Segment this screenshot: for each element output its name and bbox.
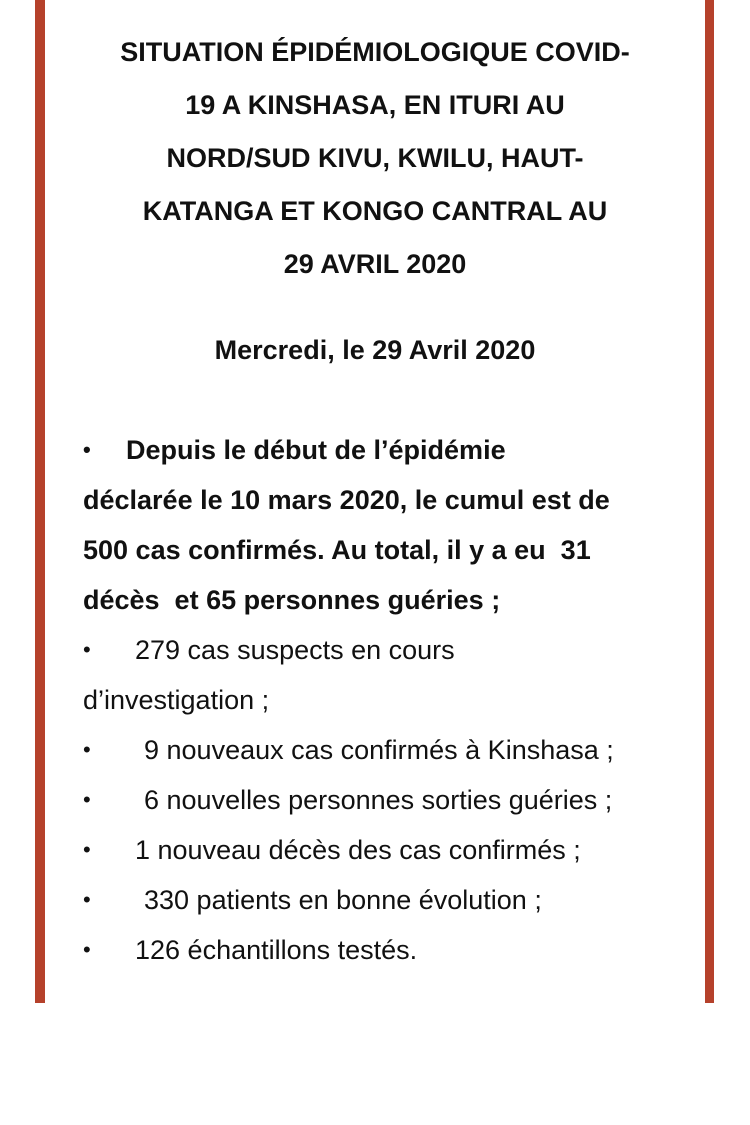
list-item-text: 6 nouvelles personnes sorties guéries ; [144,785,613,815]
right-border-bar [705,0,714,1003]
bullet-icon: • [83,637,91,662]
list-item [83,425,698,475]
title-line: NORD/SUD KIVU, KWILU, HAUT- [166,143,584,173]
bullet-icon: • [83,787,91,812]
report-date: Mercredi, le 29 Avril 2020 [214,335,536,365]
list-item [83,775,698,825]
title-line: KATANGA ET KONGO CANTRAL AU [142,196,608,226]
list-item [83,925,698,975]
title-line: 29 AVRIL 2020 [283,249,467,279]
title-line: SITUATION ÉPIDÉMIOLOGIQUE COVID- [120,37,630,67]
list-item-continuation [83,675,698,725]
list-item-text: d’investigation ; [83,685,270,715]
list-item [83,625,698,675]
document-body [45,0,705,1003]
list-item-continuation [83,575,698,625]
list-item-text: 500 cas confirmés. Au total, il y a eu 31 [83,535,591,565]
list-item [83,875,698,925]
list-item-text: 1 nouveau décès des cas confirmés ; [135,835,581,865]
right-margin [714,0,750,1003]
list-item-text: 330 patients en bonne évolution ; [144,885,542,915]
document-title [45,26,705,291]
list-item [83,825,698,875]
list-item-text: 126 échantillons testés. [135,935,418,965]
list-item-text: déclarée le 10 mars 2020, le cumul est de [83,485,610,515]
left-border-bar [35,0,45,1003]
bullet-icon: • [83,437,91,462]
list-item-text: décès et 65 personnes guéries ; [83,585,501,615]
list-item [83,725,698,775]
bullet-icon: • [83,937,91,962]
list-item-text: 9 nouveaux cas confirmés à Kinshasa ; [144,735,614,765]
list-item-text: Depuis le début de l’épidémie [126,435,506,465]
bullet-icon: • [83,737,91,762]
list-item-continuation [83,525,698,575]
title-line: 19 A KINSHASA, EN ITURI AU [185,90,565,120]
bullet-icon: • [83,837,91,862]
bullet-list [83,425,698,975]
list-item-continuation [83,475,698,525]
list-item-text: 279 cas suspects en cours [135,635,455,665]
bullet-icon: • [83,887,91,912]
